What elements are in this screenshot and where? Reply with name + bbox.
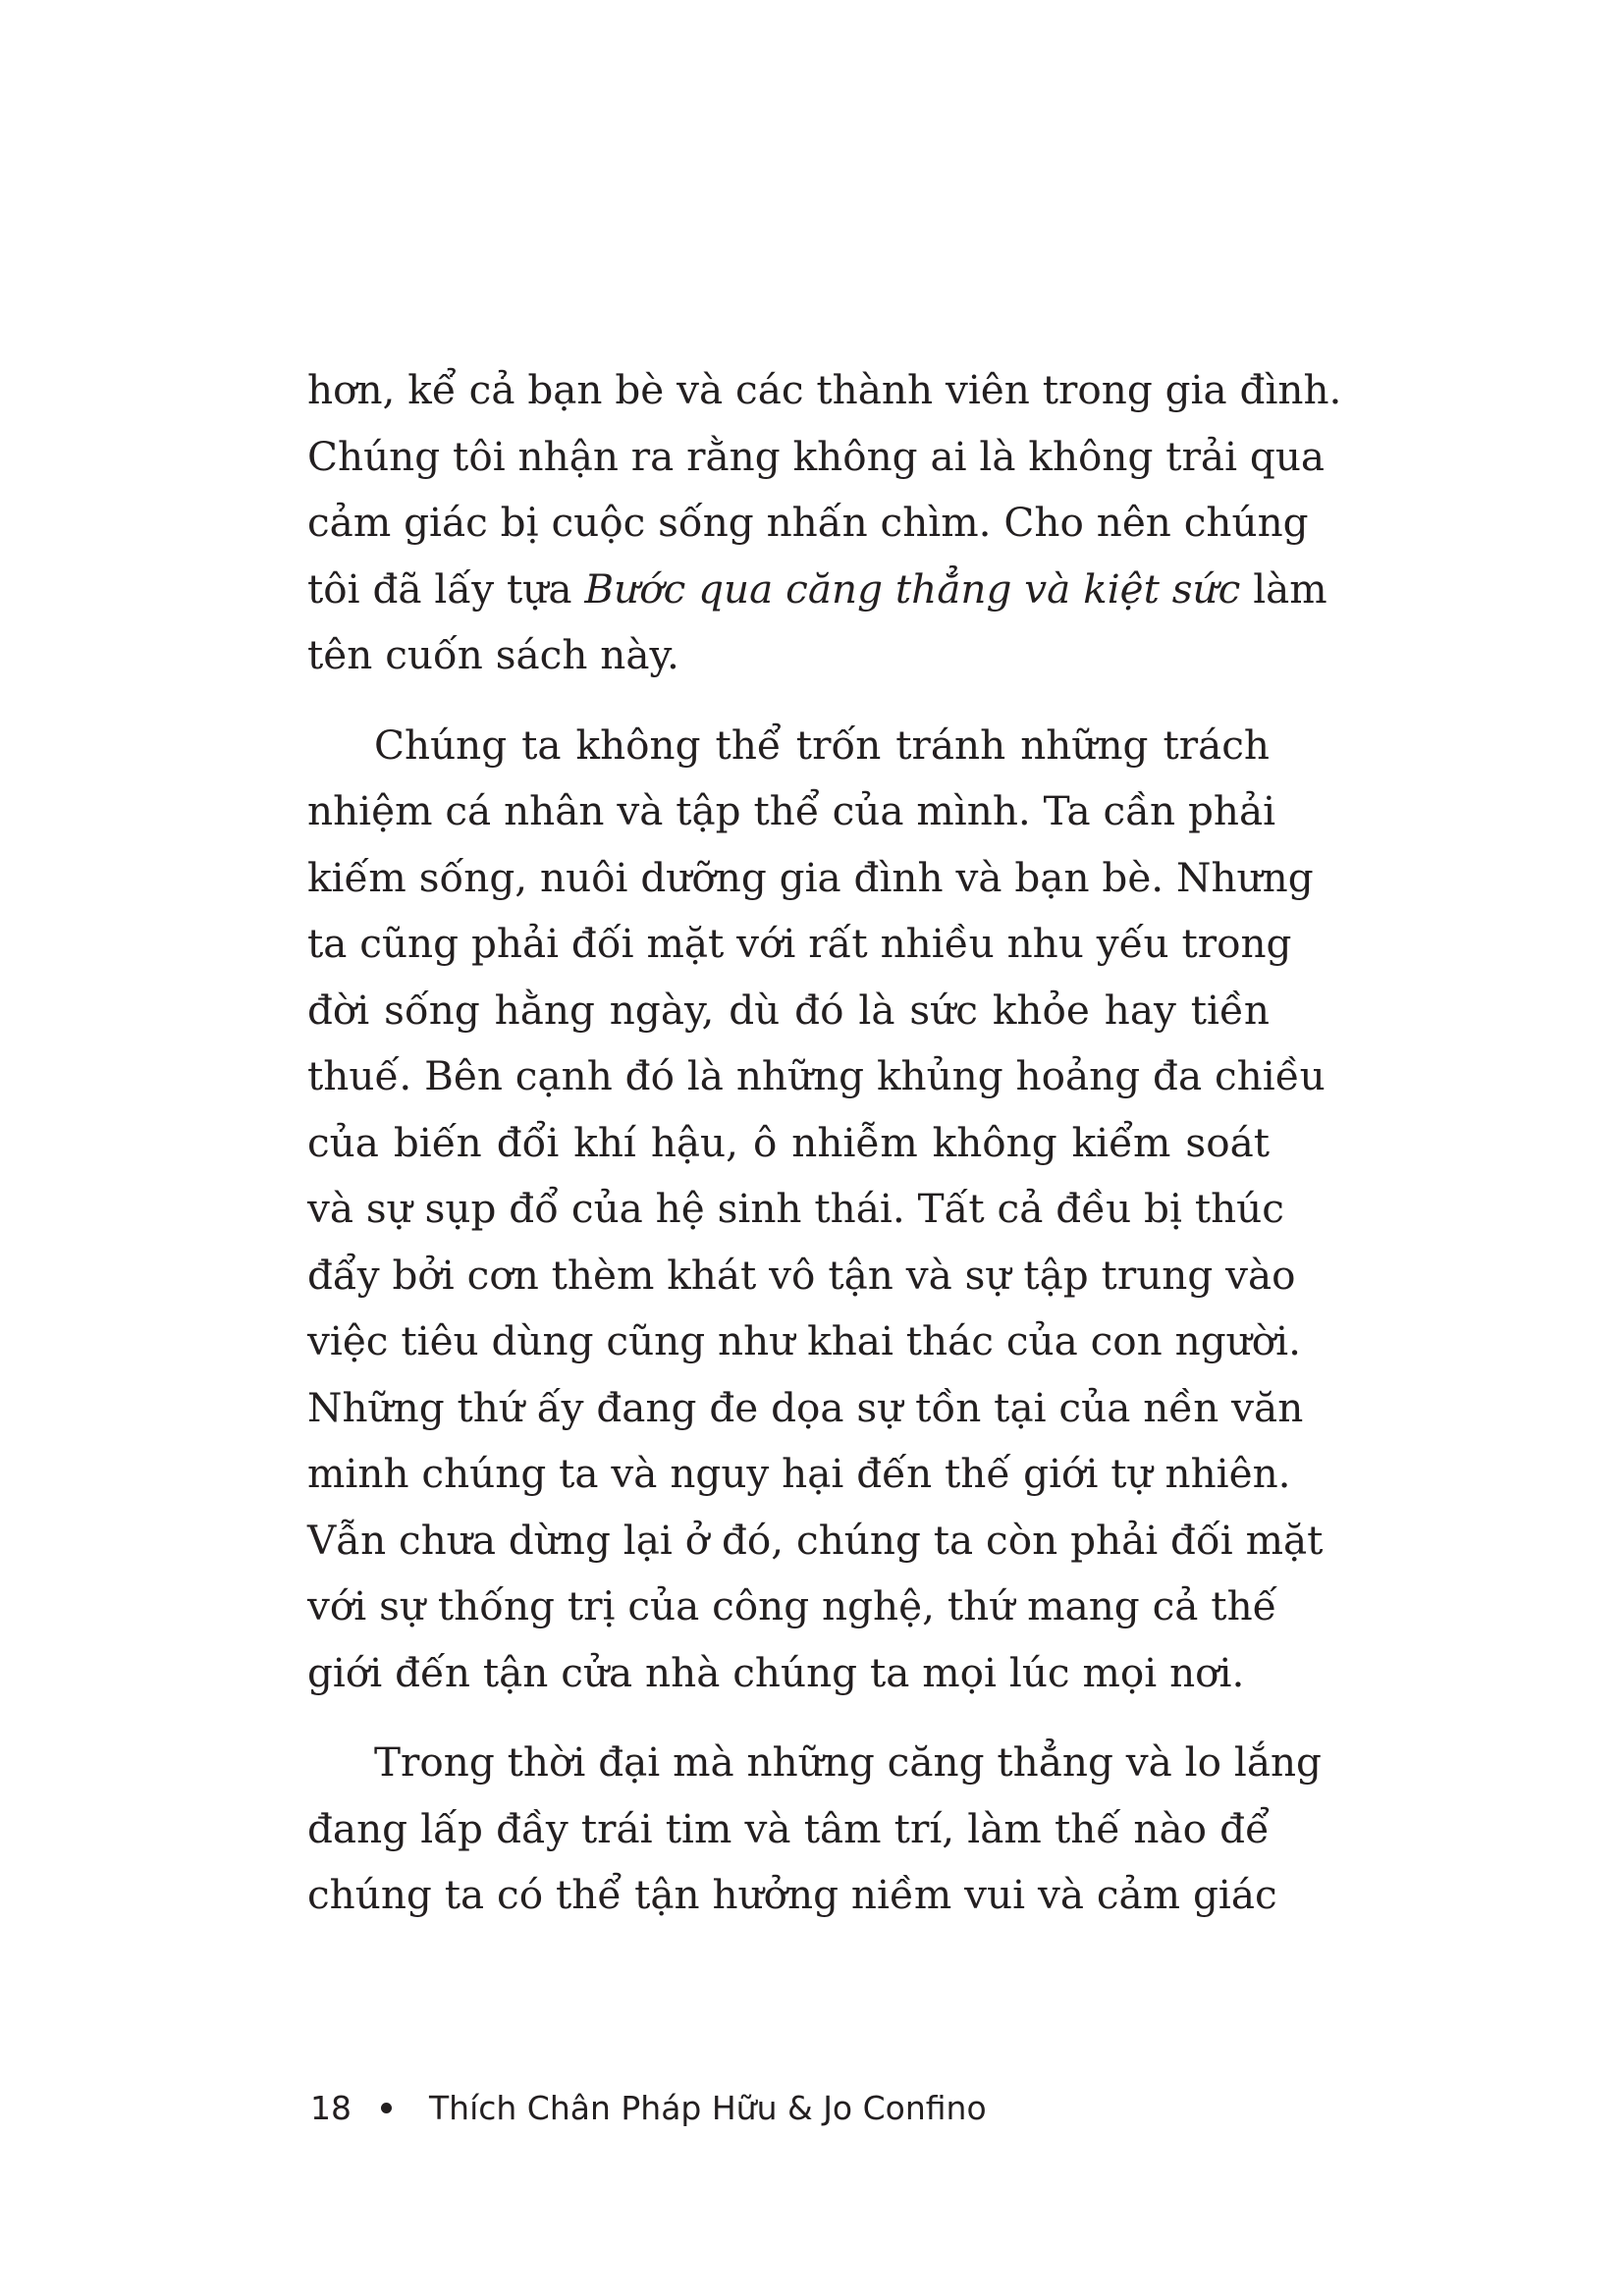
running-footer-authors: Thích Chân Pháp Hữu & Jo Confino bbox=[429, 2088, 987, 2127]
text-line: tên cuốn sách này. bbox=[307, 631, 679, 678]
text-line: Chúng tôi nhận ra rằng không ai là không trải qua bbox=[307, 432, 1326, 480]
text-line: thuế. Bên cạnh đó là những khủng hoảng đa chiều bbox=[307, 1052, 1326, 1099]
text-line: giới đến tận cửa nhà chúng ta mọi lúc mọi nơi. bbox=[307, 1648, 1245, 1696]
text-line: Trong thời đại mà những căng thẳng và lo lắng bbox=[374, 1738, 1322, 1786]
paragraph-3 bbox=[307, 1730, 1322, 1929]
text-line: Vẫn chưa dừng lại ở đó, chúng ta còn phải đối mặt bbox=[307, 1516, 1324, 1564]
text-line: của biến đổi khí hậu, ô nhiễm không kiểm soát bbox=[307, 1118, 1270, 1166]
text-line: Những thứ ấy đang đe dọa sự tồn tại của nền văn bbox=[307, 1383, 1304, 1431]
text-line: cảm giác bị cuộc sống nhấn chìm. Cho nên chúng bbox=[307, 499, 1309, 546]
text-line: với sự thống trị của công nghệ, thứ mang cả thế bbox=[307, 1582, 1277, 1629]
text-line: đời sống hằng ngày, dù đó là sức khỏe hay tiền bbox=[307, 986, 1270, 1034]
text-line: minh chúng ta và nguy hại đến thế giới tự nhiên. bbox=[307, 1450, 1291, 1497]
text-line: nhiệm cá nhân và tập thể của mình. Ta cần phải bbox=[307, 787, 1276, 834]
paragraph-2 bbox=[307, 713, 1326, 1707]
text-line: và sự sụp đổ của hệ sinh thái. Tất cả đều bị thúc bbox=[307, 1185, 1284, 1232]
bullet-separator-icon bbox=[381, 2103, 392, 2113]
text-line-with-title bbox=[307, 557, 1327, 623]
book-title: Bước qua căng thẳng và kiệt sức bbox=[584, 564, 1241, 613]
paragraph-1 bbox=[307, 357, 1342, 689]
text-line: chúng ta có thể tận hưởng niềm vui và cảm giác bbox=[307, 1871, 1277, 1918]
text-line: đang lấp đầy trái tim và tâm trí, làm thế nào để bbox=[307, 1804, 1270, 1852]
text-line: ta cũng phải đối mặt với rất nhiều nhu yếu trong bbox=[307, 920, 1292, 967]
page-number: 18 bbox=[310, 2088, 352, 2127]
text-line: hơn, kể cả bạn bè và các thành viên trong gia đình. bbox=[307, 366, 1342, 413]
text-line: Chúng ta không thể trốn tránh những trách bbox=[374, 721, 1270, 769]
text-fragment: làm bbox=[1240, 564, 1327, 613]
text-line: đẩy bởi cơn thèm khát vô tận và sự tập trung vào bbox=[307, 1251, 1296, 1299]
text-line: kiếm sống, nuôi dưỡng gia đình và bạn bè. Nhưng bbox=[307, 853, 1314, 901]
text-line: việc tiêu dùng cũng như khai thác của con người. bbox=[307, 1317, 1301, 1364]
text-fragment: tôi đã lấy tựa bbox=[307, 564, 585, 613]
body-text bbox=[307, 357, 1342, 1952]
page-footer bbox=[310, 2083, 987, 2132]
